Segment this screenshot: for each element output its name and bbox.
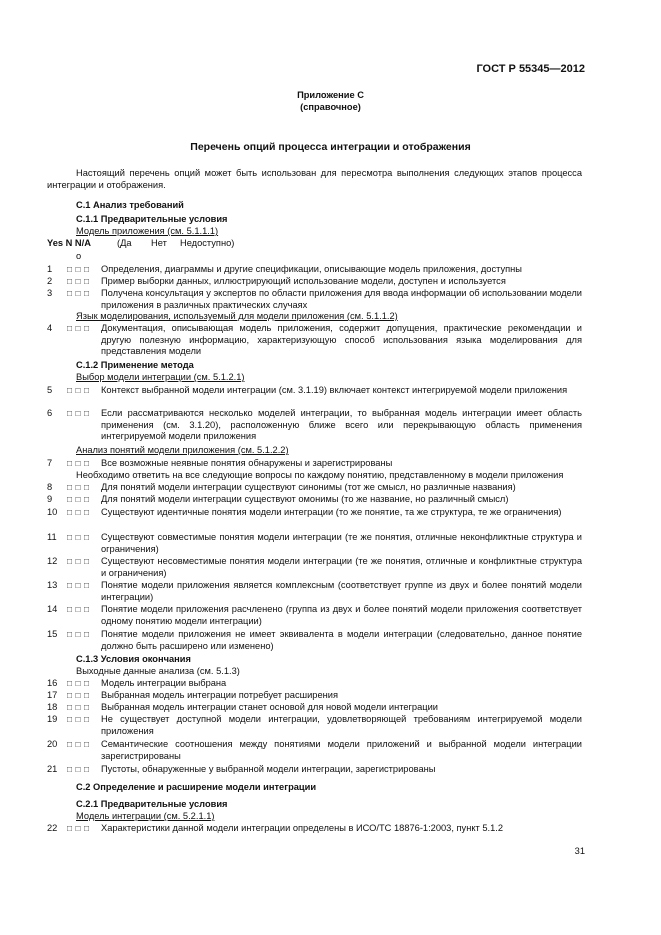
item-text: Пример выборки данных, иллюстрирующий использование модели, доступен и используется (101, 276, 506, 286)
standard-code: ГОСТ Р 55345—2012 (476, 63, 585, 75)
checkbox-group[interactable]: □ □ □ (67, 507, 90, 517)
section-c12: С.1.2 Применение метода (76, 360, 194, 370)
item-number: 13 (47, 580, 58, 590)
checkbox-group[interactable]: □ □ □ (67, 739, 90, 749)
checkbox-group[interactable]: □ □ □ (67, 580, 90, 590)
legend-na: Недоступно) (180, 238, 235, 248)
item-number: 6 (47, 408, 53, 418)
checkbox-group[interactable]: □ □ □ (67, 494, 90, 504)
language-ref-link[interactable]: Язык моделирования, используемый для модели приложения (см. 5.1.1.2) (76, 311, 398, 321)
checkbox-group[interactable]: □ □ □ (67, 482, 90, 492)
item-number: 3 (47, 288, 53, 298)
item-number: 20 (47, 739, 58, 749)
item-text: Документация, описывающая модель приложения, содержит допущения, практические рекомендации и другую полезную информацию, характеризующую способ использования языка моделирования для представления модели (101, 323, 582, 356)
item-text: Для понятий модели интеграции существуют омонимы (то же название, но различный смысл) (101, 494, 509, 504)
item-text: Для понятий модели интеграции существуют синонимы (тот же смысл, но различные названия) (101, 482, 516, 492)
item-text: Все возможные неявные понятия обнаружены и зарегистрированы (101, 458, 393, 468)
checkbox-group[interactable]: □ □ □ (67, 556, 90, 566)
item-text: Существуют совместимые понятия модели интеграции (те же понятия, отличные неконфликтные структура и ограничения) (101, 532, 582, 554)
item-number: 12 (47, 556, 58, 566)
item-number: 14 (47, 604, 58, 614)
checkbox-group[interactable]: □ □ □ (67, 532, 90, 542)
item-number: 5 (47, 385, 53, 395)
checkbox-group[interactable]: □ □ □ (67, 276, 90, 286)
item-number: 15 (47, 629, 58, 639)
item-number: 4 (47, 323, 53, 333)
necessary-note: Необходимо ответить на все следующие вопросы по каждому понятию, представленному в модели приложения (76, 470, 564, 480)
item-number: 2 (47, 276, 53, 286)
item-number: 21 (47, 764, 58, 774)
item-text: Выбранная модель интеграции станет основой для новой модели интеграции (101, 702, 438, 712)
item-text: Существуют идентичные понятия модели интеграции (то же понятие, та же структура, те же ограничения) (101, 507, 562, 517)
item-text: Понятие модели приложения не имеет эквивалента в модели интеграции (следовательно, данное понятие должно быть расширено или изменено) (101, 629, 582, 651)
legend-no: Нет (151, 238, 167, 248)
checkbox-group[interactable]: □ □ □ (67, 458, 90, 468)
checkbox-group[interactable]: □ □ □ (67, 408, 90, 418)
legend-o: o (76, 251, 82, 261)
item-number: 19 (47, 714, 58, 724)
section-c21: С.2.1 Предварительные условия (76, 799, 228, 809)
item-number: 11 (47, 532, 57, 542)
item-number: 16 (47, 678, 58, 688)
item-text: Пустоты, обнаруженные у выбранной модели интеграции, зарегистрированы (101, 764, 436, 774)
checkbox-group[interactable]: □ □ □ (67, 678, 90, 688)
page-number: 31 (574, 846, 585, 856)
outputs-label: Выходные данные анализа (см. 5.1.3) (76, 666, 240, 676)
item-text: Не существует доступной модели интеграции, удовлетворяющей требованиям интегрируемой модели приложения (101, 714, 582, 736)
item-number: 10 (47, 507, 58, 517)
yes-no-na-header: Yes N N/A (47, 238, 91, 248)
item-text: Определения, диаграммы и другие спецификации, описывающие модель приложения, доступны (101, 264, 522, 274)
item-number: 17 (47, 690, 58, 700)
item-number: 7 (47, 458, 53, 468)
model-ref-link[interactable]: Модель приложения (см. 5.1.1.1) (76, 226, 219, 236)
item-number: 9 (47, 494, 53, 504)
checkbox-group[interactable]: □ □ □ (67, 764, 90, 774)
checkbox-group[interactable]: □ □ □ (67, 629, 90, 639)
choice-ref-link[interactable]: Выбор модели интеграции (см. 5.1.2.1) (76, 372, 245, 382)
document-title: Перечень опций процесса интеграции и отображения (190, 141, 471, 153)
intro-paragraph: Настоящий перечень опций может быть использован для пересмотра выполнения следующих этапов процесса интеграции и отображения. (47, 168, 582, 190)
item-text: Получена консультация у экспертов по области приложения для ввода информации об использовании модели приложения в различных практических случаях (101, 288, 582, 310)
appendix-type: (справочное) (300, 102, 361, 112)
item-text: Характеристики данной модели интеграции определены в ИСО/ТС 18876-1:2003, пункт 5.1.2 (101, 823, 504, 833)
checkbox-group[interactable]: □ □ □ (67, 714, 90, 724)
item-text: Семантические соотношения между понятиями модели приложений и выбранной модели интеграции зарегистрированы (101, 739, 582, 761)
section-c11: С.1.1 Предварительные условия (76, 214, 228, 224)
checkbox-group[interactable]: □ □ □ (67, 702, 90, 712)
item-number: 22 (47, 823, 58, 833)
section-c13: С.1.3 Условия окончания (76, 654, 191, 664)
item-text: Если рассматриваются несколько моделей интеграции, то выбранная модель интеграции имеет область применения (см. 3.1.20), расположенную ближе всего или перекрывающую область применения интегрируемой модели приложения (101, 408, 582, 441)
item-number: 18 (47, 702, 58, 712)
checkbox-group[interactable]: □ □ □ (67, 264, 90, 274)
item-text: Существуют несовместимые понятия модели интеграции (те же понятия, отличные и конфликтные структура и ограничения) (101, 556, 582, 578)
checkbox-group[interactable]: □ □ □ (67, 385, 90, 395)
checkbox-group[interactable]: □ □ □ (67, 690, 90, 700)
legend-yes: (Да (117, 238, 132, 248)
integration-ref-link[interactable]: Модель интеграции (см. 5.2.1.1) (76, 811, 215, 821)
concept-ref-link[interactable]: Анализ понятий модели приложения (см. 5.1.2.2) (76, 445, 289, 455)
checkbox-group[interactable]: □ □ □ (67, 823, 90, 833)
section-c1: С.1 Анализ требований (76, 200, 184, 210)
item-text: Модель интеграции выбрана (101, 678, 227, 688)
item-text: Понятие модели приложения является комплексным (соответствует группе из двух и более понятий модели интеграции) (101, 580, 582, 602)
checkbox-group[interactable]: □ □ □ (67, 323, 90, 333)
item-text: Понятие модели приложения расчленено (группа из двух и более понятий модели приложения соответствует одному понятию модели интеграции) (101, 604, 582, 626)
item-number: 8 (47, 482, 53, 492)
section-c2: С.2 Определение и расширение модели интеграции (76, 782, 317, 792)
checkbox-group[interactable]: □ □ □ (67, 604, 90, 614)
item-text: Выбранная модель интеграции потребует расширения (101, 690, 338, 700)
checkbox-group[interactable]: □ □ □ (67, 288, 90, 298)
item-text: Контекст выбранной модели интеграции (см. 3.1.19) включает контекст интегрируемой модели приложения (101, 385, 568, 395)
item-number: 1 (47, 264, 53, 274)
appendix-title: Приложение С (297, 90, 364, 100)
